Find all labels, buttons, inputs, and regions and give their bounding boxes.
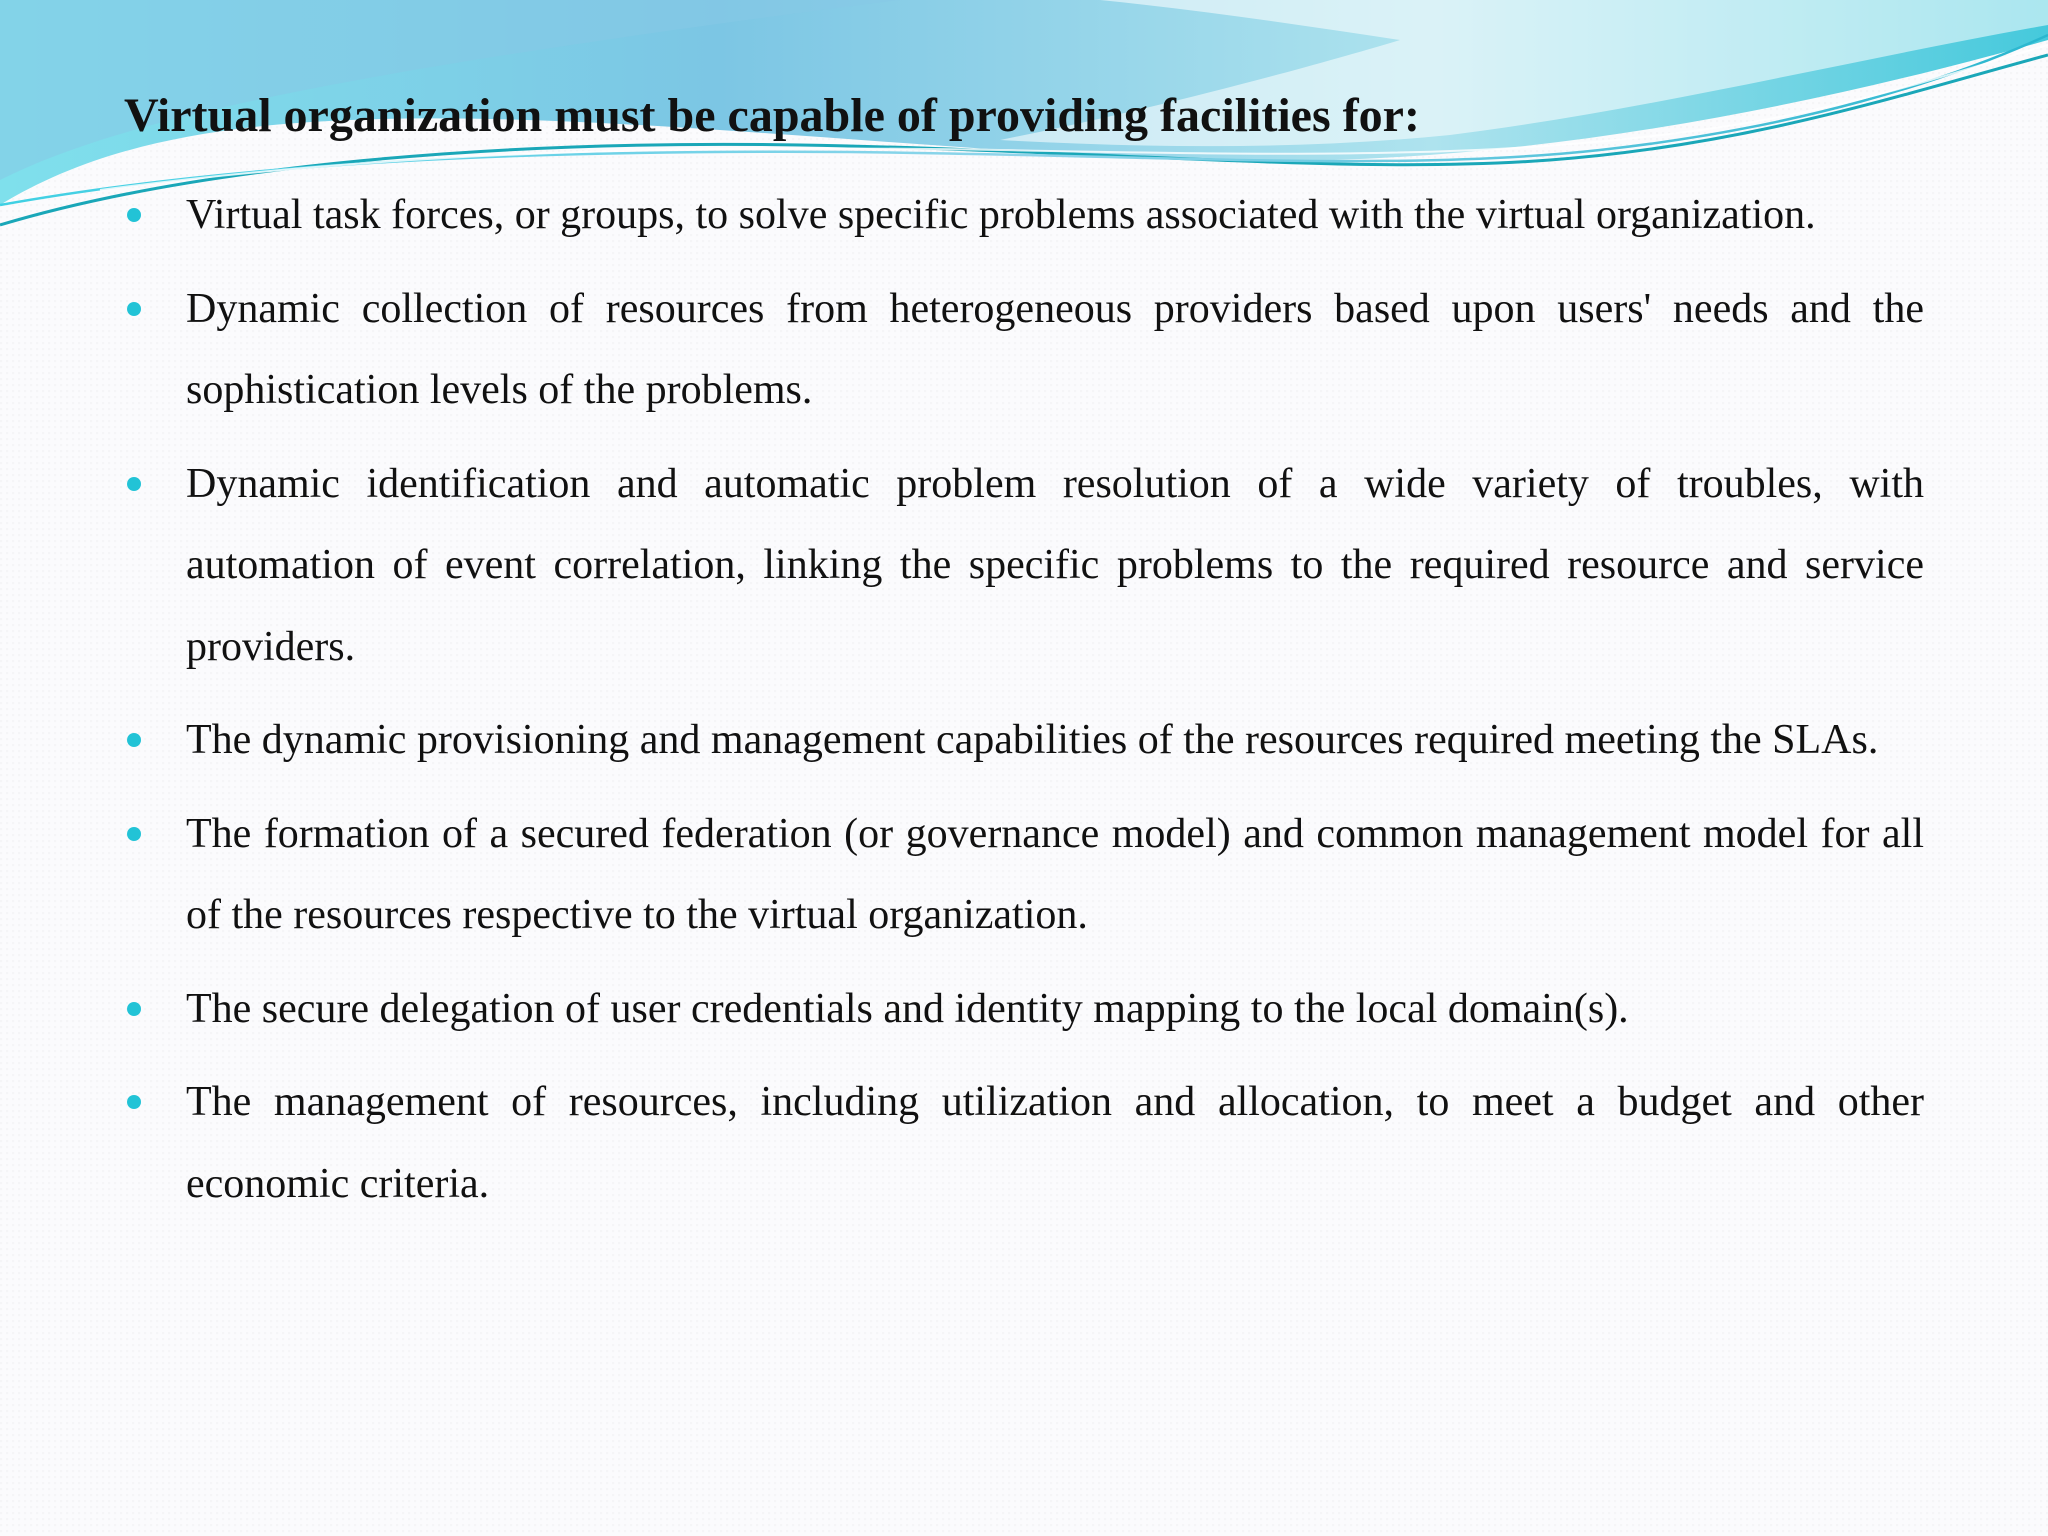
bullet-dot-icon	[127, 302, 141, 316]
bullet-text: The formation of a secured federation (or governance model) and common management model for all of the resources respective to the virtual organization.	[186, 810, 1924, 938]
bullet-dot-icon	[127, 733, 141, 747]
bullet-text: The management of resources, including utilization and allocation, to meet a budget and other economic criteria.	[186, 1079, 1924, 1207]
bullet-dot-icon	[127, 1095, 141, 1109]
list-item	[124, 444, 1924, 689]
bullet-text: Dynamic identification and automatic problem resolution of a wide variety of troubles, with automation of event correlation, linking the specific problems to the required resource and service providers.	[186, 460, 1924, 670]
bullet-list	[124, 175, 1924, 1237]
list-item	[124, 700, 1924, 782]
bullet-text: Dynamic collection of resources from heterogeneous providers based upon users' needs and the sophistication levels of the problems.	[186, 285, 1924, 413]
bullet-dot-icon	[127, 477, 141, 491]
bullet-dot-icon	[127, 1002, 141, 1016]
slide-title: Virtual organization must be capable of providing facilities for:	[124, 89, 1420, 142]
bullet-dot-icon	[127, 208, 141, 222]
list-item	[124, 175, 1924, 257]
bullet-dot-icon	[127, 827, 141, 841]
bullet-text: Virtual task forces, or groups, to solve specific problems associated with the virtual organization.	[186, 192, 1816, 238]
bullet-text: The dynamic provisioning and management capabilities of the resources required meeting the SLAs.	[186, 717, 1879, 763]
list-item	[124, 1062, 1924, 1225]
list-item	[124, 794, 1924, 957]
list-item	[124, 269, 1924, 432]
bullet-text: The secure delegation of user credentials and identity mapping to the local domain(s).	[186, 985, 1629, 1032]
list-item	[124, 969, 1924, 1051]
